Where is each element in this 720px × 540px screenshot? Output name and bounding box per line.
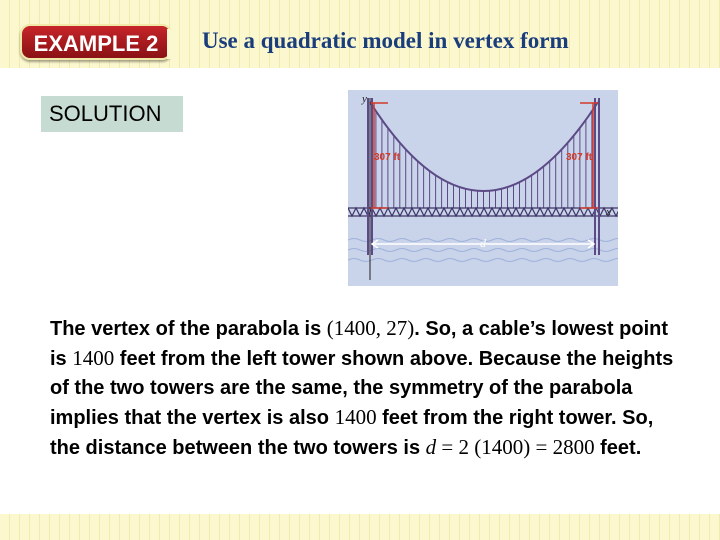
vertex-coords: (1400, 27) bbox=[326, 316, 415, 340]
right-height-label: 307 ft bbox=[566, 152, 593, 163]
x-axis-label: x bbox=[606, 206, 611, 218]
y-axis-label: y bbox=[362, 93, 367, 105]
text-part: The vertex of the parabola is bbox=[50, 318, 327, 340]
solution-label: SOLUTION bbox=[41, 96, 183, 132]
text-part: feet. bbox=[594, 437, 642, 459]
left-height-label: 307 ft bbox=[374, 152, 401, 163]
solution-text bbox=[50, 314, 680, 463]
text-part: feet from the left tower shown above. Because the heights of the two towers are the same, the symmetry of the parabola implies that the vertex is also bbox=[50, 348, 674, 429]
span-label: d bbox=[480, 236, 486, 250]
example-badge: EXAMPLE 2 bbox=[20, 24, 172, 60]
footer-band bbox=[0, 514, 720, 540]
text-part: . So, a cable’s lowest point is bbox=[50, 318, 669, 370]
diagram-background bbox=[348, 90, 618, 286]
math-value: 1400 bbox=[334, 405, 377, 429]
distance-equation: = 2 (1400) = 2800 bbox=[436, 435, 595, 459]
distance-variable: d bbox=[425, 435, 437, 459]
math-value: 1400 bbox=[72, 346, 115, 370]
header-title: Use a quadratic model in vertex form bbox=[202, 28, 569, 53]
text-part: feet from the right tower. So, the distance between the two towers is bbox=[50, 407, 654, 459]
bridge-diagram bbox=[348, 90, 618, 286]
